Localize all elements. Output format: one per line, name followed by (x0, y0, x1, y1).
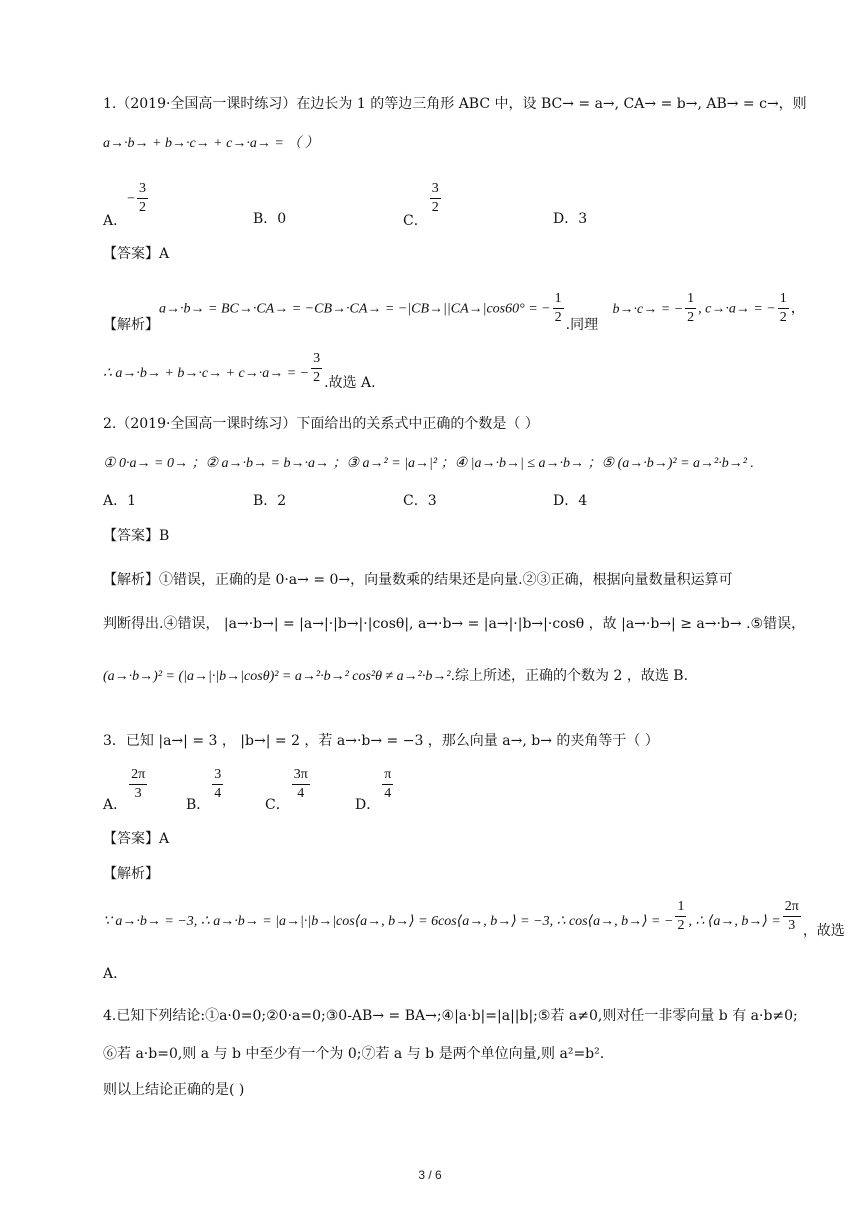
q3-option-d (355, 766, 395, 813)
q1-analysis-ca-frac (778, 290, 789, 327)
q1-analysis-formula: a→·b→ = BC→·CA→ = −CB→·CA→ = −|CB→||CA→|cos60° = − (159, 301, 551, 317)
q1-option-b: B．0 (253, 211, 287, 227)
q2-analysis-tail: .综上所述，正确的个数为 2 ，故选 B. (450, 668, 689, 684)
q1-stem-line2: a→·b→ + b→·c→ + c→·a→ = （ ） (103, 136, 319, 151)
q1-analysis-bc-num: 1 (685, 290, 696, 309)
q1-analysis-label: 【解析】 (103, 316, 159, 333)
q1-option-a-fraction (137, 180, 148, 217)
q3-option-d-den: 4 (384, 786, 392, 801)
q1-option-c-den: 2 (431, 200, 439, 215)
q2-analysis-line1: 【解析】①错误，正确的是 0·a→ = 0→，向量数乘的结果还是向量.②③正确，根据向量数量积运算可 (103, 572, 733, 588)
q3-option-a-den: 3 (134, 786, 142, 801)
q3-stem: 3．已知 |a→| = 3 ， |b→| = 2 ，若 a→·b→ = −3 ，那么向量 a→, b→ 的夹角等于（ ） (103, 733, 659, 749)
q1-analysis-ca: , c→·a→ = − (698, 301, 776, 317)
q3-option-d-num: π (382, 766, 393, 785)
q1-analysis-bc-frac (685, 290, 696, 327)
q1-option-a-sign: − (127, 191, 136, 207)
q1-answer: 【答案】A (103, 246, 170, 262)
q1-option-c-num: 3 (430, 180, 441, 199)
q3-option-c-num: 3π (292, 766, 310, 785)
q4-line2: ⑥若 a·b=0,则 a 与 b 中至少有一个为 0;⑦若 a 与 b 是两个单位向量,则 a²=b². (103, 1046, 605, 1062)
q3-option-d-label: D． (355, 796, 381, 813)
q3-analysis-mid: , ∴ ⟨a→, b→⟩ = (688, 913, 781, 929)
q1-option-a-den: 2 (139, 200, 147, 215)
q3-analysis-frac2-num: 2π (783, 898, 801, 917)
q1-analysis-line1: 【解析】a→·b→ = BC→·CA→ = −CB→·CA→ = −|CB→||CA→|cos60° = − $\frac{1}{2}$ .同理 b→·c→ = − $\frac{1}{2}$ , c→·a→ = − $\frac{1}{2}$ ， (103, 291, 805, 333)
q2-relations: ① 0·a→ = 0→ ；② a→·b→ = b→·a→ ；③ a→² = |a→|² ；④ |a→·b→| ≤ a→·b→ ；⑤ (a→·b→)² = a→²·b→² . (103, 456, 754, 471)
q3-analysis-frac2-den: 3 (788, 918, 796, 933)
q2-analysis-line2: 判断得出.④错误， |a→·b→| = |a→|·|b→|·|cosθ|, a→·b→ = |a→|·|b→|·cosθ ，故 |a→·b→| ≥ a→·b→ .⑤错误， (103, 616, 806, 632)
q1-analysis-bc: b→·c→ = − (612, 301, 684, 317)
q3-analysis-frac1 (675, 898, 686, 935)
q3-option-c-den: 4 (297, 786, 305, 801)
q3-option-c-label: C． (265, 796, 290, 813)
q3-option-b (186, 766, 225, 813)
q3-option-a-label: A． (103, 796, 128, 813)
q3-option-b-den: 4 (214, 786, 222, 801)
q3-analysis-line (103, 898, 845, 939)
q3-analysis-frac2 (783, 898, 801, 935)
q1-option-c (403, 180, 443, 229)
q1-option-d: D．3 (553, 211, 588, 227)
q3-option-a-num: 2π (129, 766, 147, 785)
q1-analysis-frac2-num: 3 (311, 350, 322, 369)
q3-option-b-label: B． (186, 796, 211, 813)
q1-analysis-choose: .故选 A. (324, 374, 376, 391)
q2-analysis-line3 (103, 666, 688, 687)
q2-option-a: A．1 (103, 493, 137, 509)
q2-option-b: B．2 (253, 493, 287, 509)
q3-option-c (265, 766, 312, 813)
q3-analysis-tail: ，故选 (802, 922, 845, 939)
q1-analysis-ca-den: 2 (779, 310, 787, 325)
q3-option-b-fraction (212, 766, 223, 803)
q1-analysis-ca-num: 1 (778, 290, 789, 309)
q3-analysis-last: A． (103, 966, 128, 982)
q3-answer: 【答案】A (103, 831, 170, 847)
q3-option-a (103, 766, 149, 813)
q4-line1: 4.已知下列结论:①a·0=0;②0·a=0;③0-AB→ = BA→;④|a·b|=|a||b|;⑤若 a≠0,则对任一非零向量 b 有 a·b≠0; (103, 1008, 798, 1024)
q1-option-a (103, 180, 150, 229)
q3-option-a-fraction (129, 766, 147, 803)
q1-analysis-frac2-den: 2 (313, 370, 321, 385)
q3-option-d-fraction (382, 766, 393, 803)
q3-analysis-label: 【解析】 (103, 866, 159, 882)
q1-analysis-same: .同理 (565, 316, 599, 333)
q3-option-c-fraction (292, 766, 310, 803)
q1-analysis-bc-den: 2 (687, 310, 695, 325)
q1-stem-line1: 1.（2019·全国高一课时练习）在边长为 1 的等边三角形 ABC 中，设 BC→ = a→, CA→ = b→, AB→ = c→，则 (103, 96, 807, 112)
q1-analysis-frac1-num: 1 (553, 290, 564, 309)
q3-analysis-frac1-num: 1 (675, 898, 686, 917)
q1-option-c-fraction (430, 180, 441, 217)
q4-line3: 则以上结论正确的是( ) (103, 1082, 245, 1098)
q3-option-b-num: 3 (212, 766, 223, 785)
q2-answer: 【答案】B (103, 528, 170, 544)
q3-analysis-formula: ∵ a→·b→ = −3, ∴ a→·b→ = |a→|·|b→|cos⟨a→, b→⟩ = 6cos⟨a→, b→⟩ = −3, ∴ cos⟨a→, b→⟩ = − (103, 913, 674, 929)
q1-analysis-conclusion (103, 350, 376, 391)
q1-analysis-therefore: ∴ a→·b→ + b→·c→ + c→·a→ = − (103, 365, 310, 381)
q2-option-c: C．3 (403, 493, 437, 509)
q1-option-a-label: A． (103, 212, 128, 229)
q3-analysis-frac1-den: 2 (677, 918, 685, 933)
q1-analysis-frac1-den: 2 (554, 310, 562, 325)
q2-stem: 2.（2019·全国高一课时练习）下面给出的关系式中正确的个数是（ ） (103, 416, 539, 432)
q1-option-c-label: C． (403, 212, 428, 229)
q2-option-d: D．4 (553, 493, 588, 509)
q2-analysis-formula: (a→·b→)² = (|a→|·|b→|cosθ)² = a→²·b→² cos²θ ≠ a→²·b→² (103, 669, 451, 684)
q1-analysis-frac1 (553, 290, 564, 327)
q1-analysis-frac2 (311, 350, 322, 387)
q1-option-a-num: 3 (137, 180, 148, 199)
page-number: 3 / 6 (418, 1168, 442, 1182)
